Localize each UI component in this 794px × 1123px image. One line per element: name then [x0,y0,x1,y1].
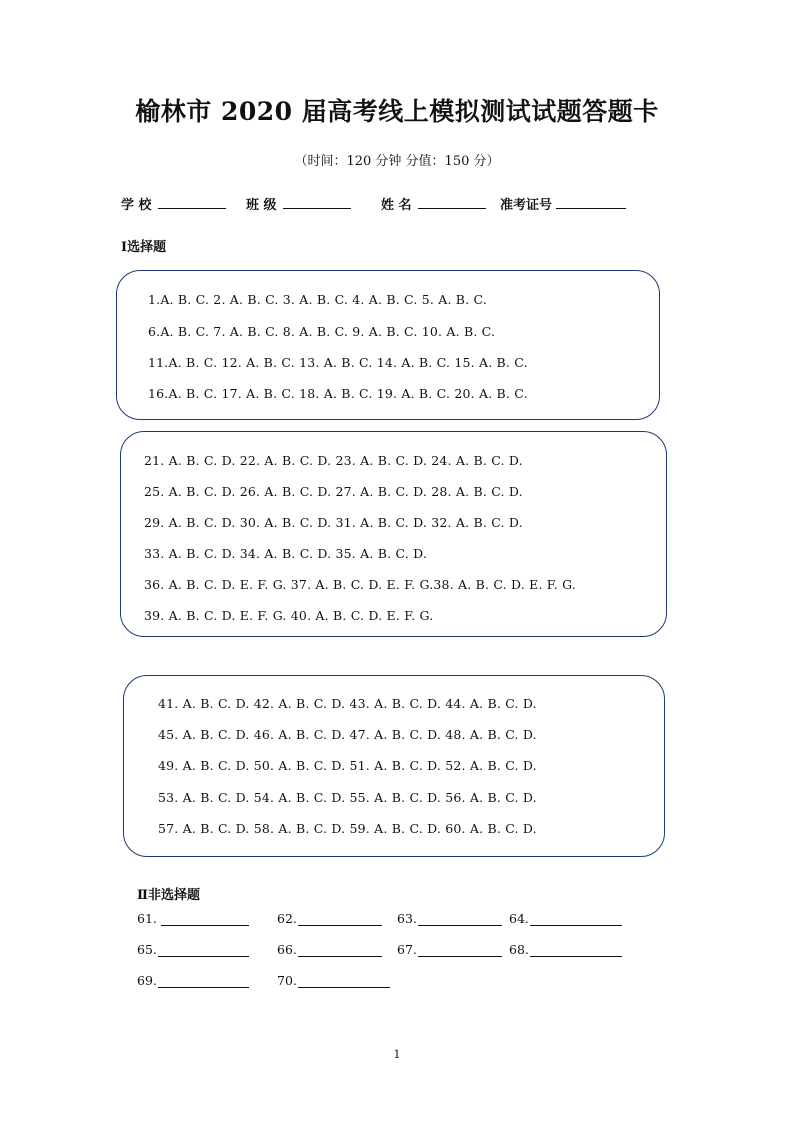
choice-row[interactable]: 6.A. B. C. 7. A. B. C. 8. A. B. C. 9. A. B. C. 10. A. B. C. [148,324,496,339]
class-label: 班 级 [246,198,277,213]
exam-time-score: （时间：120 分钟 分值：150 分） [294,154,500,169]
answer-line[interactable] [161,925,249,926]
fill-label: 70. [277,973,297,988]
fill-label: 61. [137,911,157,926]
choice-row[interactable]: 21. A. B. C. D. 22. A. B. C. D. 23. A. B. C. D. 24. A. B. C. D. [144,453,523,468]
answer-line[interactable] [418,956,502,957]
answer-line[interactable] [298,925,382,926]
page-title: 榆林市 2020 届高考线上模拟测试试题答题卡 [135,97,659,126]
choice-row[interactable]: 36. A. B. C. D. E. F. G. 37. A. B. C. D. E. F. G.38. A. B. C. D. E. F. G. [144,577,576,592]
answer-line[interactable] [158,987,249,988]
section-multiple-choice-label: Ⅰ选择题 [121,240,167,255]
choice-row[interactable]: 41. A. B. C. D. 42. A. B. C. D. 43. A. B. C. D. 44. A. B. C. D. [158,696,537,711]
fill-label: 66. [277,942,297,957]
name-label: 姓 名 [381,198,412,213]
fill-label: 68. [509,942,529,957]
choice-row[interactable]: 29. A. B. C. D. 30. A. B. C. D. 31. A. B. C. D. 32. A. B. C. D. [144,515,523,530]
class-field[interactable] [283,208,351,209]
answer-line[interactable] [418,925,502,926]
answer-line[interactable] [158,956,249,957]
school-label: 学 校 [121,198,152,213]
choice-row[interactable]: 57. A. B. C. D. 58. A. B. C. D. 59. A. B. C. D. 60. A. B. C. D. [158,821,537,836]
choice-row[interactable]: 11.A. B. C. 12. A. B. C. 13. A. B. C. 14. A. B. C. 15. A. B. C. [148,355,528,370]
choice-row[interactable]: 25. A. B. C. D. 26. A. B. C. D. 27. A. B. C. D. 28. A. B. C. D. [144,484,523,499]
choice-row[interactable]: 39. A. B. C. D. E. F. G. 40. A. B. C. D. E. F. G. [144,608,434,623]
school-field[interactable] [158,208,226,209]
answer-line[interactable] [298,956,382,957]
choice-row[interactable]: 1.A. B. C. 2. A. B. C. 3. A. B. C. 4. A. B. C. 5. A. B. C. [148,292,488,307]
fill-label: 63. [397,911,417,926]
fill-label: 65. [137,942,157,957]
fill-label: 62. [277,911,297,926]
page-number: 1 [393,1048,401,1061]
choice-row[interactable]: 33. A. B. C. D. 34. A. B. C. D. 35. A. B. C. D. [144,546,428,561]
section-non-choice-label: Ⅱ非选择题 [137,888,200,903]
answer-line[interactable] [530,925,622,926]
name-field[interactable] [418,208,486,209]
fill-label: 67. [397,942,417,957]
fill-label: 69. [137,973,157,988]
exam-id-field[interactable] [556,208,626,209]
choice-row[interactable]: 53. A. B. C. D. 54. A. B. C. D. 55. A. B. C. D. 56. A. B. C. D. [158,790,537,805]
exam-id-label: 准考证号 [500,198,553,213]
choice-row[interactable]: 16.A. B. C. 17. A. B. C. 18. A. B. C. 19. A. B. C. 20. A. B. C. [148,386,528,401]
choice-row[interactable]: 49. A. B. C. D. 50. A. B. C. D. 51. A. B. C. D. 52. A. B. C. D. [158,758,537,773]
fill-label: 64. [509,911,529,926]
answer-line[interactable] [298,987,390,988]
answer-line[interactable] [530,956,622,957]
choice-row[interactable]: 45. A. B. C. D. 46. A. B. C. D. 47. A. B. C. D. 48. A. B. C. D. [158,727,537,742]
